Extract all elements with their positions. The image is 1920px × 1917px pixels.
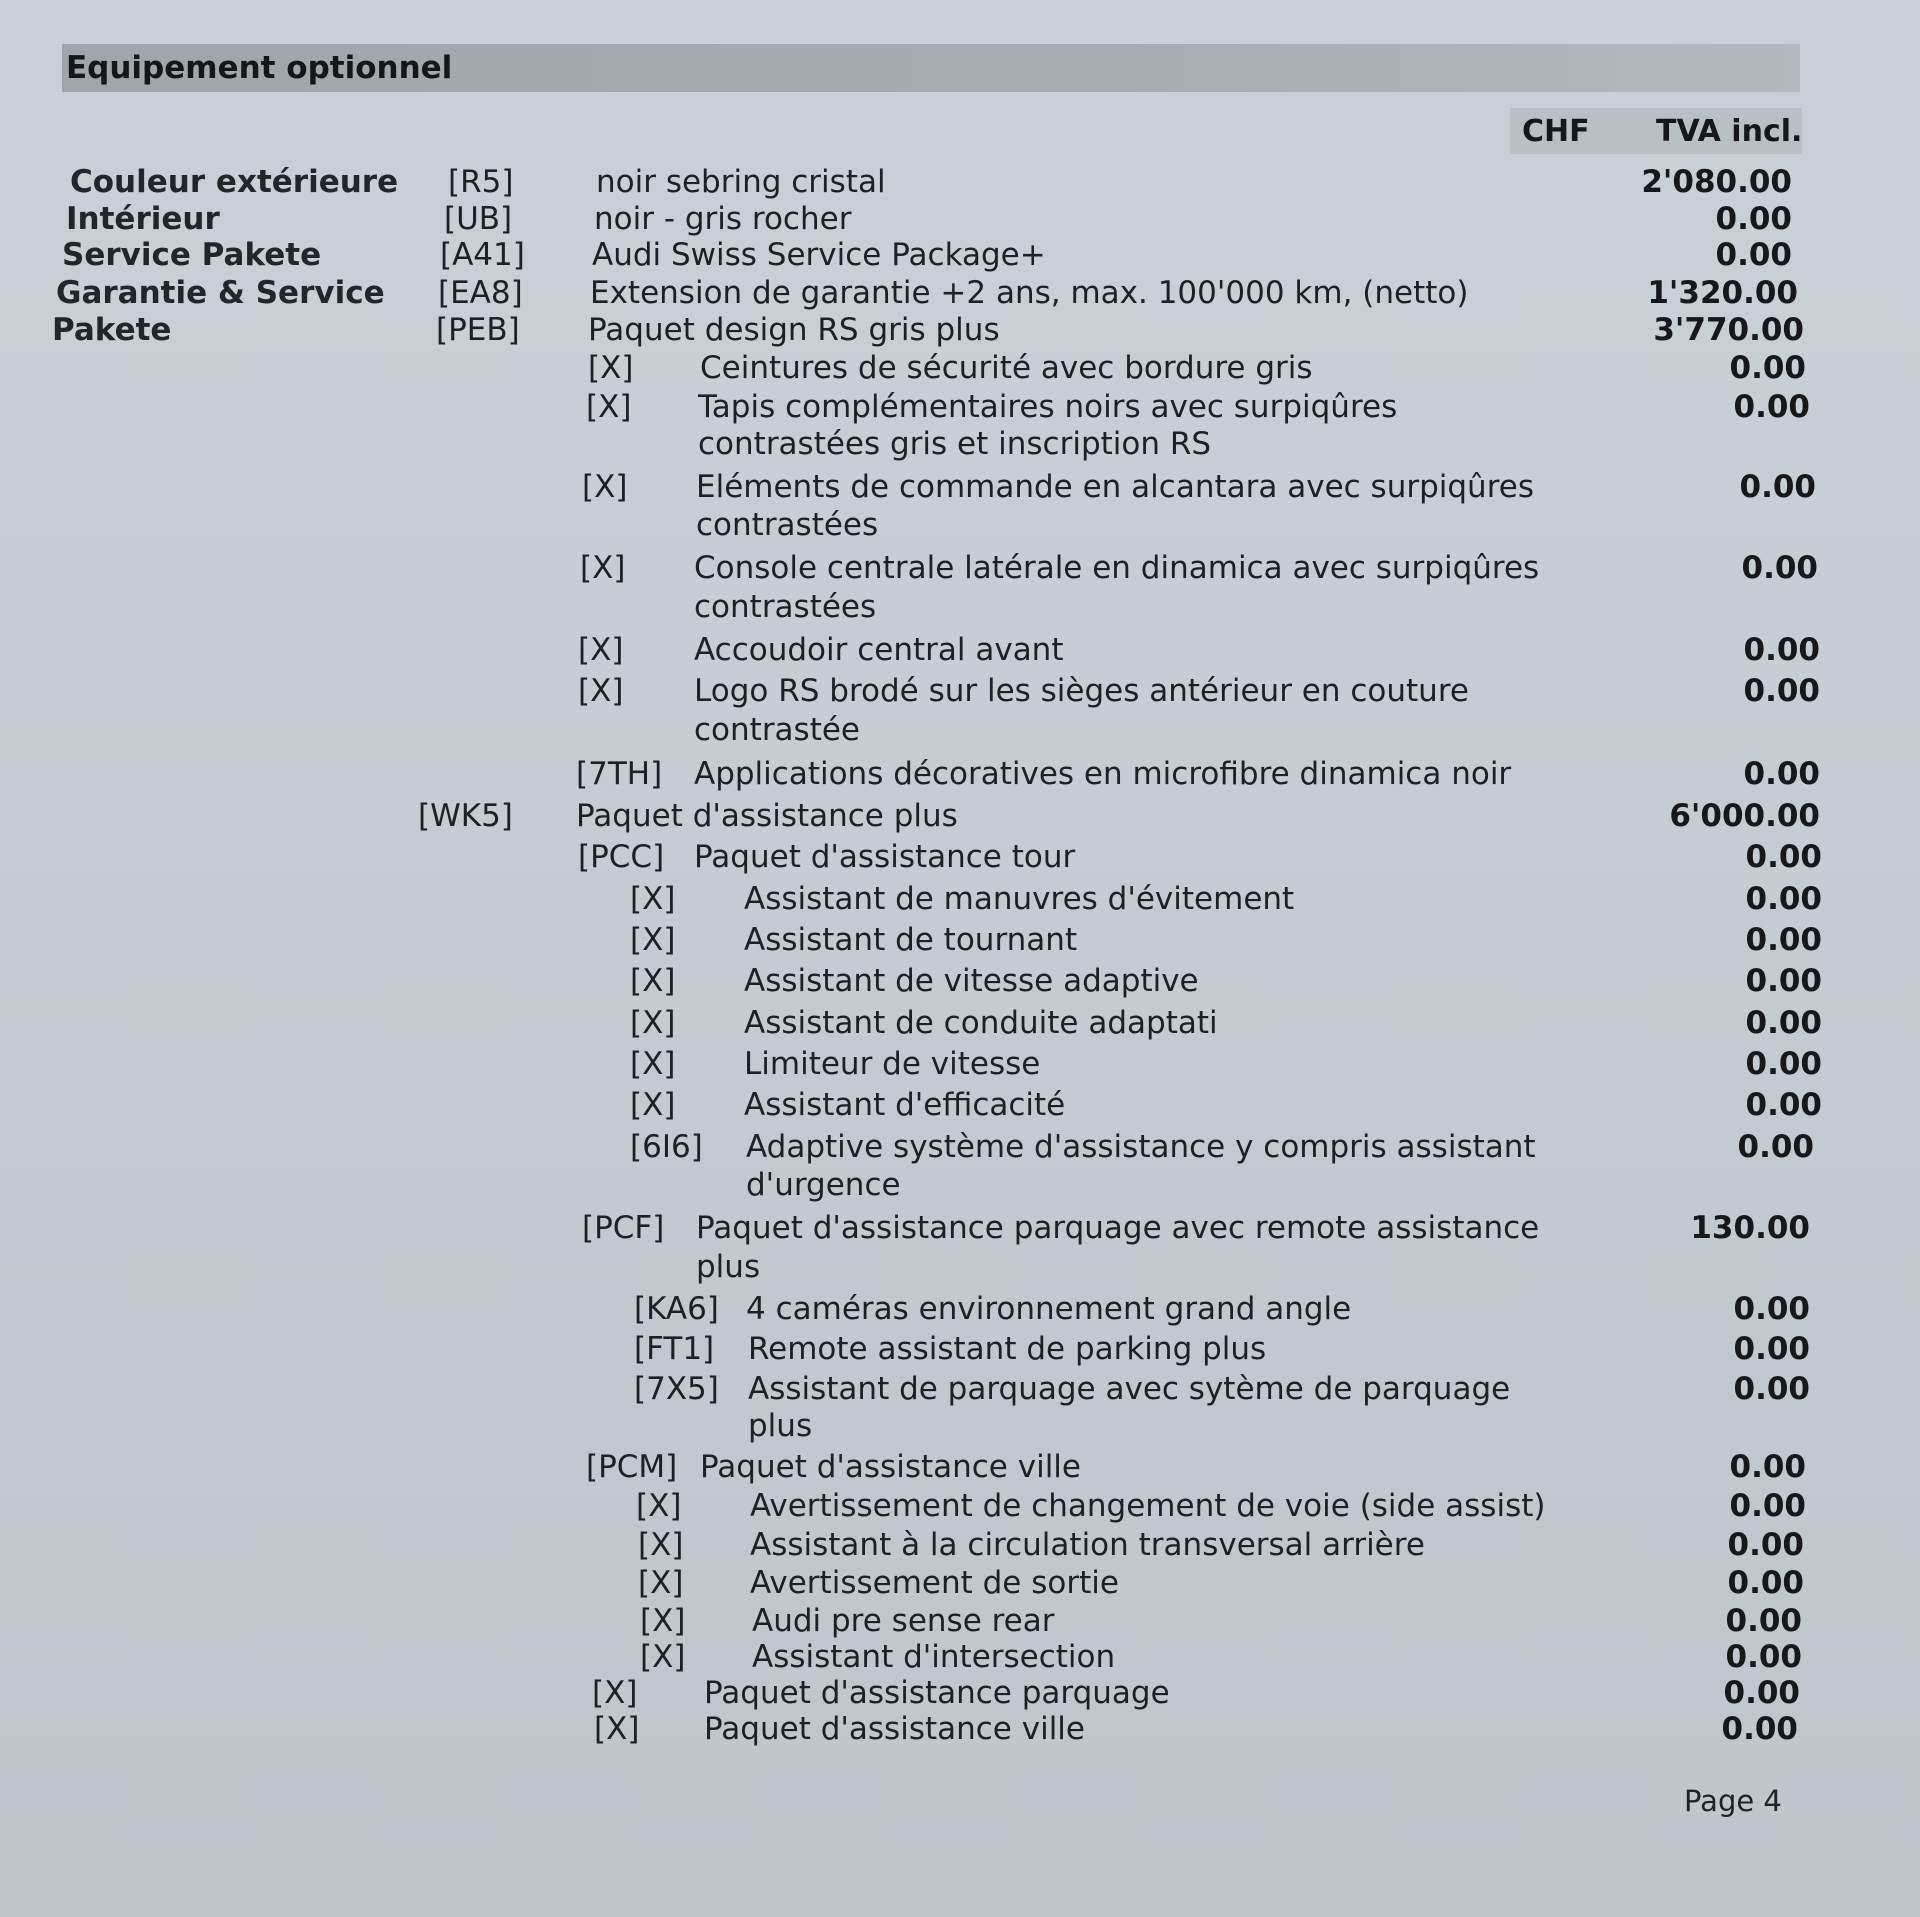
option-code: [WK5] <box>418 798 513 834</box>
option-price: 0.00 <box>1733 389 1810 425</box>
option-sub-code: [X] <box>638 1565 684 1601</box>
option-category: Service Pakete <box>62 237 322 273</box>
option-row <box>0 1710 1920 1750</box>
option-price: 130.00 <box>1690 1210 1810 1246</box>
option-description: Extension de garantie +2 ans, max. 100'000 km, (netto) <box>590 275 1469 311</box>
column-header-tva: TVA incl. <box>1656 114 1803 149</box>
option-description: Console centrale latérale en dinamica avec surpiqûres <box>694 550 1540 586</box>
option-price: 0.00 <box>1745 922 1822 958</box>
option-description: Paquet d'assistance plus <box>576 798 958 834</box>
option-category: Intérieur <box>66 201 220 237</box>
option-row <box>0 1045 1920 1085</box>
option-sub-code: [6I6] <box>630 1129 703 1165</box>
option-row <box>0 1564 1920 1604</box>
option-code: [PEB] <box>436 312 520 348</box>
option-row <box>0 1330 1920 1370</box>
option-description: Paquet d'assistance tour <box>694 839 1076 875</box>
option-row <box>0 1448 1920 1488</box>
option-row <box>0 1487 1920 1527</box>
option-description: Assistant de conduite adaptati <box>744 1005 1218 1041</box>
option-sub-code: [X] <box>640 1603 686 1639</box>
option-description: contrastée <box>694 712 861 748</box>
option-row <box>0 274 1920 314</box>
option-description: Assistant d'efficacité <box>744 1087 1066 1123</box>
option-code: [R5] <box>448 164 514 200</box>
option-row <box>0 921 1920 961</box>
option-row <box>0 506 1920 546</box>
option-price: 2'080.00 <box>1641 164 1792 200</box>
option-sub-code: [X] <box>640 1639 686 1675</box>
option-row <box>0 672 1920 712</box>
option-description: Assistant de parquage avec sytème de parquage <box>748 1371 1511 1407</box>
option-row <box>0 468 1920 508</box>
option-row <box>0 236 1920 276</box>
section-title: Equipement optionnel <box>66 50 453 86</box>
option-sub-code: [X] <box>582 469 628 505</box>
option-price: 0.00 <box>1715 201 1792 237</box>
option-row <box>0 797 1920 837</box>
option-sub-code: [X] <box>586 389 632 425</box>
option-sub-code: [X] <box>578 632 624 668</box>
option-description: Assistant de tournant <box>744 922 1078 958</box>
option-price: 0.00 <box>1729 1449 1806 1485</box>
option-row <box>0 311 1920 351</box>
option-price: 0.00 <box>1725 1639 1802 1675</box>
option-sub-code: [X] <box>578 673 624 709</box>
option-description: Applications décoratives en microfibre dinamica noir <box>694 756 1512 792</box>
option-sub-code: [PCM] <box>586 1449 678 1485</box>
option-price: 0.00 <box>1723 1675 1800 1711</box>
option-price: 0.00 <box>1727 1565 1804 1601</box>
option-price: 0.00 <box>1733 1291 1810 1327</box>
option-row <box>0 1086 1920 1126</box>
option-price: 6'000.00 <box>1669 798 1820 834</box>
option-description: Paquet d'assistance ville <box>704 1711 1085 1747</box>
option-description: Limiteur de vitesse <box>744 1046 1041 1082</box>
option-row <box>0 349 1920 389</box>
option-description: Avertissement de sortie <box>750 1565 1119 1601</box>
option-row <box>0 425 1920 465</box>
option-description: Assistant d'intersection <box>752 1639 1116 1675</box>
option-price: 0.00 <box>1737 1129 1814 1165</box>
option-category: Pakete <box>52 312 172 348</box>
option-price: 0.00 <box>1745 1046 1822 1082</box>
option-sub-code: [KA6] <box>634 1291 719 1327</box>
option-description: Paquet d'assistance ville <box>700 1449 1081 1485</box>
option-description: Paquet d'assistance parquage <box>704 1675 1170 1711</box>
option-sub-code: [X] <box>630 1046 676 1082</box>
option-code: [UB] <box>444 201 513 237</box>
option-row <box>0 388 1920 428</box>
option-description: 4 caméras environnement grand angle <box>746 1291 1352 1327</box>
option-code: [A41] <box>440 237 525 273</box>
option-code: [EA8] <box>438 275 523 311</box>
option-description: contrastées <box>694 589 877 625</box>
option-row <box>0 1602 1920 1642</box>
option-row <box>0 711 1920 751</box>
option-row <box>0 588 1920 628</box>
option-sub-code: [X] <box>630 922 676 958</box>
option-row <box>0 1638 1920 1678</box>
option-price: 0.00 <box>1743 632 1820 668</box>
option-row <box>0 1526 1920 1566</box>
option-row <box>0 1674 1920 1714</box>
option-price: 0.00 <box>1725 1603 1802 1639</box>
option-description: contrastées <box>696 507 879 543</box>
option-row <box>0 755 1920 795</box>
option-description: Avertissement de changement de voie (side assist) <box>750 1488 1546 1524</box>
option-row <box>0 1209 1920 1249</box>
option-description: d'urgence <box>746 1167 901 1203</box>
option-description: Accoudoir central avant <box>694 632 1064 668</box>
option-price: 1'320.00 <box>1647 275 1798 311</box>
option-description: Remote assistant de parking plus <box>748 1331 1267 1367</box>
option-sub-code: [PCF] <box>582 1210 665 1246</box>
option-category: Garantie & Service <box>56 275 385 311</box>
option-price: 0.00 <box>1733 1331 1810 1367</box>
option-price: 0.00 <box>1745 881 1822 917</box>
option-row <box>0 631 1920 671</box>
option-description: Adaptive système d'assistance y compris assistant <box>746 1129 1536 1165</box>
option-description: plus <box>696 1249 761 1285</box>
option-price: 0.00 <box>1727 1527 1804 1563</box>
option-row <box>0 1004 1920 1044</box>
option-price: 0.00 <box>1743 756 1820 792</box>
option-sub-code: [X] <box>630 1087 676 1123</box>
option-sub-code: [X] <box>580 550 626 586</box>
option-price: 0.00 <box>1745 1087 1822 1123</box>
option-description: Paquet design RS gris plus <box>588 312 1000 348</box>
option-price: 0.00 <box>1741 550 1818 586</box>
option-row <box>0 1128 1920 1168</box>
option-description: Logo RS brodé sur les sièges antérieur en couture <box>694 673 1469 709</box>
option-sub-code: [PCC] <box>578 839 665 875</box>
option-row <box>0 880 1920 920</box>
option-row <box>0 1370 1920 1410</box>
option-price: 0.00 <box>1715 237 1792 273</box>
option-sub-code: [7TH] <box>576 756 663 792</box>
option-price: 0.00 <box>1729 350 1806 386</box>
option-row <box>0 838 1920 878</box>
column-header-chf: CHF <box>1522 114 1590 149</box>
option-price: 0.00 <box>1745 839 1822 875</box>
option-row <box>0 200 1920 240</box>
option-sub-code: [X] <box>630 963 676 999</box>
option-sub-code: [X] <box>636 1488 682 1524</box>
option-sub-code: [X] <box>630 1005 676 1041</box>
option-price: 0.00 <box>1729 1488 1806 1524</box>
option-row <box>0 549 1920 589</box>
option-price: 0.00 <box>1745 1005 1822 1041</box>
option-price: 0.00 <box>1721 1711 1798 1747</box>
option-price: 3'770.00 <box>1653 312 1804 348</box>
option-sub-code: [X] <box>592 1675 638 1711</box>
option-row <box>0 163 1920 203</box>
option-row <box>0 1248 1920 1288</box>
option-row <box>0 1407 1920 1447</box>
option-price: 0.00 <box>1739 469 1816 505</box>
option-sub-code: [X] <box>638 1527 684 1563</box>
option-sub-code: [FT1] <box>634 1331 715 1367</box>
option-description: contrastées gris et inscription RS <box>698 426 1212 462</box>
option-description: Assistant de manuvres d'évitement <box>744 881 1295 917</box>
option-description: Ceintures de sécurité avec bordure gris <box>700 350 1313 386</box>
option-description: Audi Swiss Service Package+ <box>592 237 1046 273</box>
option-description: Eléments de commande en alcantara avec surpiqûres <box>696 469 1534 505</box>
option-price: 0.00 <box>1733 1371 1810 1407</box>
option-price: 0.00 <box>1743 673 1820 709</box>
option-description: Assistant à la circulation transversal arrière <box>750 1527 1425 1563</box>
option-description: noir - gris rocher <box>594 201 852 237</box>
option-sub-code: [X] <box>588 350 634 386</box>
option-sub-code: [7X5] <box>634 1371 719 1407</box>
option-category: Couleur extérieure <box>70 164 399 200</box>
option-row <box>0 1166 1920 1206</box>
option-row <box>0 1290 1920 1330</box>
option-description: Tapis complémentaires noirs avec surpiqûres <box>698 389 1398 425</box>
option-description: Assistant de vitesse adaptive <box>744 963 1199 999</box>
option-sub-code: [X] <box>594 1711 640 1747</box>
option-description: Paquet d'assistance parquage avec remote assistance <box>696 1210 1540 1246</box>
option-description: noir sebring cristal <box>596 164 886 200</box>
option-description: Audi pre sense rear <box>752 1603 1055 1639</box>
page-number: Page 4 <box>1684 1784 1782 1818</box>
option-description: plus <box>748 1408 813 1444</box>
option-row <box>0 962 1920 1002</box>
option-price: 0.00 <box>1745 963 1822 999</box>
option-sub-code: [X] <box>630 881 676 917</box>
